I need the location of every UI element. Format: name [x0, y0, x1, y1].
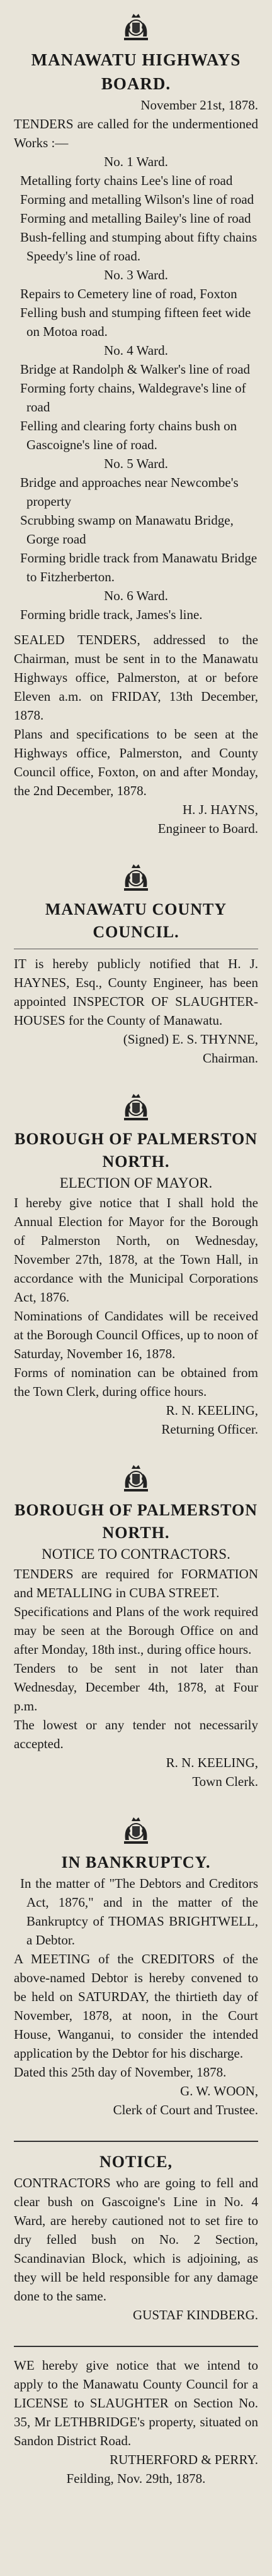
ward-6-item: Forming bridle track, James's line.	[20, 607, 203, 622]
slaughter-licence-notice	[14, 2356, 258, 2488]
election-signer: R. N. KEELING,	[166, 1403, 258, 1418]
ward-6-heading: No. 6 Ward.	[104, 588, 168, 603]
bankruptcy-role: Clerk of Court and Trustee.	[113, 2102, 258, 2117]
mayor-election-notice	[14, 1089, 258, 1439]
election-body-1: I hereby give notice that I shall hold the Annual Election for Mayor for the Borough of Palmerston North, on Wednesday, November 27th, 1878, at the Town Hall, in accordance with the Municipal Corporations Act, 1876.	[14, 1195, 258, 1305]
county-title: MANAWATU COUNTY COUNCIL.	[45, 900, 227, 941]
royal-coat-of-arms-icon	[119, 1460, 153, 1494]
contractors-body-1: TENDERS are required for FORMATION and METALLING in CUBA STREET.	[14, 1566, 258, 1600]
bankruptcy-body: A MEETING of the CREDITORS of the above-named Debtor is hereby convened to be held on SATURDAY, the thirtieth day of November, 1878, at noon, in the Court House, Wanganui, to consider the intended application by the Debtor for his discharge.	[14, 1951, 258, 2061]
highways-title-block	[14, 48, 258, 96]
contractors-role: Town Clerk.	[192, 1774, 258, 1789]
royal-coat-of-arms-icon	[119, 1812, 153, 1846]
licence-signer: RUTHERFORD & PERRY.	[110, 2452, 258, 2467]
contractors-body-2: Specifications and Plans of the work required may be seen at the Borough Office on and after Monday, 18th inst., during office hours.	[14, 1604, 258, 1657]
ward-3-item: Felling bush and stumping fifteen feet wide on Motoa road.	[20, 305, 251, 339]
ward-1-item: Metalling forty chains Lee's line of road	[20, 173, 233, 188]
section-divider	[14, 2141, 258, 2142]
royal-coat-of-arms-icon	[119, 859, 153, 893]
ward-1-heading: No. 1 Ward.	[104, 154, 168, 169]
bankruptcy-title: IN BANKRUPTCY.	[61, 1853, 211, 1871]
highways-board-notice	[14, 9, 258, 838]
election-body-2: Nominations of Candidates will be received at the Borough Council Offices, up to noon of Saturday, November 16, 1878.	[14, 1308, 258, 1361]
highways-signer-role: Engineer to Board.	[157, 821, 258, 836]
highways-intro: TENDERS are called for the undermentioned Works :—	[14, 116, 258, 150]
royal-coat-of-arms-icon	[119, 9, 153, 43]
highways-signer: H. J. HAYNS,	[182, 802, 258, 817]
ward-1-item: Bush-felling and stumping about fifty chains Speedy's line of road.	[20, 230, 258, 264]
election-role: Returning Officer.	[161, 1422, 258, 1437]
bankruptcy-notice	[14, 1812, 258, 2119]
ward-4-item: Forming forty chains, Waldegrave's line of road	[20, 381, 246, 415]
bankruptcy-matter: In the matter of "The Debtors and Creditors Act, 1876," and in the matter of the Bankruptcy of THOMAS BRIGHTWELL, a Debtor.	[20, 1876, 258, 1948]
ward-1-item: Forming and metalling Wilson's line of road	[20, 192, 254, 207]
kindberg-signer: GUSTAF KINDBERG.	[133, 2307, 258, 2322]
bankruptcy-signer: G. W. WOON,	[180, 2083, 258, 2099]
election-body-3: Forms of nomination can be obtained from the Town Clerk, during office hours.	[14, 1365, 258, 1399]
election-title: BOROUGH OF PALMERSTON NORTH.	[14, 1130, 258, 1171]
kindberg-notice	[14, 2151, 258, 2324]
ward-4-item: Bridge at Randolph & Walker's line of road	[20, 362, 251, 377]
contractors-notice	[14, 1460, 258, 1791]
section-divider	[14, 2346, 258, 2347]
highways-date: November 21st, 1878.	[140, 98, 258, 113]
ward-3-heading: No. 3 Ward.	[104, 267, 168, 282]
contractors-body-4: The lowest or any tender not necessarily accepted.	[14, 1717, 258, 1751]
royal-coat-of-arms-icon	[119, 1089, 153, 1123]
highways-tender-instructions: SEALED TENDERS, addressed to the Chairman, must be sent in to the Manawatu Highways office, Palmerston, at or before Eleven a.m. on FRIDAY, 13th December, 1878.	[14, 632, 258, 723]
county-signed: (Signed) E. S. THYNNE,	[123, 1032, 258, 1047]
ward-1-item: Forming and metalling Bailey's line of road	[20, 211, 251, 226]
ward-4-heading: No. 4 Ward.	[104, 343, 168, 358]
ward-5-item: Bridge and approaches near Newcombe's property	[20, 475, 239, 509]
election-subtitle: ELECTION OF MAYOR.	[59, 1175, 213, 1191]
kindberg-title: NOTICE,	[99, 2153, 173, 2171]
ward-3-item: Repairs to Cemetery line of road, Foxton	[20, 286, 237, 301]
contractors-signer: R. N. KEELING,	[166, 1755, 258, 1770]
ward-5-heading: No. 5 Ward.	[104, 456, 168, 471]
bankruptcy-dated: Dated this 25th day of November, 1878.	[14, 2065, 227, 2080]
licence-place-date: Feilding, Nov. 29th, 1878.	[66, 2471, 206, 2486]
licence-body: WE hereby give notice that we intend to apply to the Manawatu County Council for a LICENSE to SLAUGHTER on Section No. 35, Mr LETHBRIDGE's property, situated on Sandon District Road.	[14, 2358, 258, 2448]
county-role: Chairman.	[202, 1051, 258, 1066]
contractors-title: BOROUGH OF PALMERSTON NORTH.	[14, 1501, 258, 1542]
highways-title: MANAWATU HIGHWAYS BOARD.	[31, 50, 241, 93]
ward-5-item: Scrubbing swamp on Manawatu Bridge, Gorge road	[20, 513, 234, 547]
contractors-body-3: Tenders to be sent in not later than Wednesday, December 4th, 1878, at Four p.m.	[14, 1661, 258, 1714]
highways-plans-note: Plans and specifications to be seen at the Highways office, Palmerston, and County Council office, Foxton, on and after Monday, the 2nd December, 1878.	[14, 727, 258, 798]
county-body: IT is hereby publicly notified that H. J. HAYNES, Esq., County Engineer, has been appointed INSPECTOR OF SLAUGHTER-HOUSES for the County of Manawatu.	[14, 956, 258, 1028]
contractors-subtitle: NOTICE TO CONTRACTORS.	[42, 1546, 230, 1562]
ward-4-item: Felling and clearing forty chains bush on Gascoigne's line of road.	[20, 418, 237, 452]
ward-5-item: Forming bridle track from Manawatu Bridge to Fitzherberton.	[20, 550, 258, 584]
county-council-notice	[14, 859, 258, 1068]
kindberg-body: CONTRACTORS who are going to fell and clear bush on Gascoigne's Line in No. 4 Ward, are hereby cautioned not to set fire to dry felled bush on No. 2 Section, Scandinavian Block, which is adjoining, as they will be held responsible for any damage done to the same.	[14, 2175, 258, 2304]
